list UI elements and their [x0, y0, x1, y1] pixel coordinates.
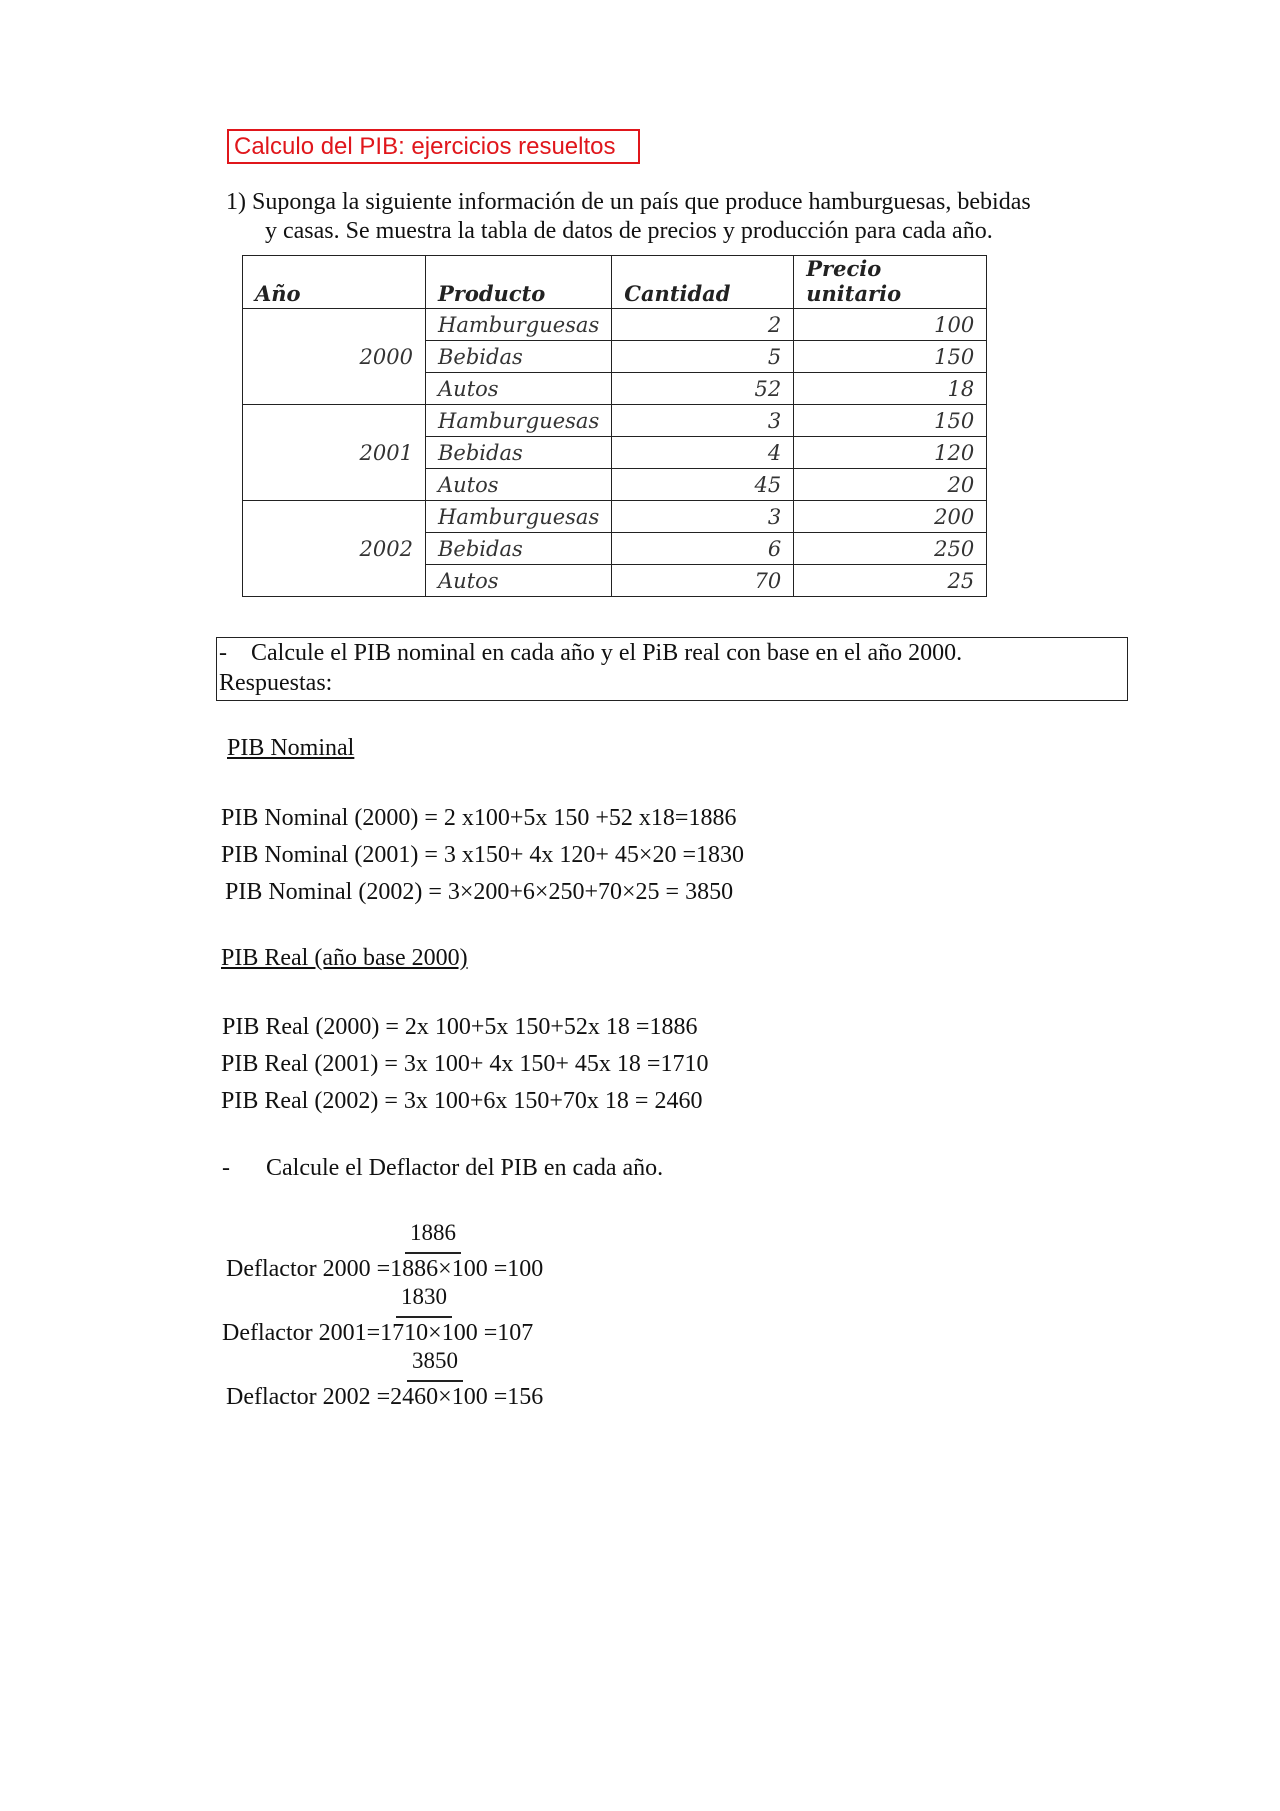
quantity-cell: 52: [612, 373, 794, 405]
price-cell: 100: [794, 309, 987, 341]
fraction-denominator: 1710: [380, 1320, 429, 1346]
quantity-cell: 2: [612, 309, 794, 341]
year-cell: 2000: [243, 309, 426, 405]
quantity-cell: 3: [612, 501, 794, 533]
deflactor-result: ×100 =107: [428, 1320, 534, 1346]
deflactor-2001: [222, 1284, 582, 1348]
quantity-cell: 4: [612, 437, 794, 469]
question-1: - Calcule el PIB nominal en cada año y el PiB real con base en el año 2000.: [219, 640, 963, 666]
price-cell: 200: [794, 501, 987, 533]
price-cell: 18: [794, 373, 987, 405]
price-cell: 25: [794, 565, 987, 597]
table-row: [243, 501, 987, 533]
intro-line-1: 1) Suponga la siguiente información de un país que produce hamburguesas, bebidas: [226, 189, 1031, 215]
product-cell: Autos: [426, 565, 612, 597]
nominal-heading: PIB Nominal: [227, 735, 355, 761]
product-cell: Hamburguesas: [426, 405, 612, 437]
header-year: Año: [243, 256, 426, 309]
quantity-cell: 70: [612, 565, 794, 597]
fraction-numerator: 1830: [401, 1284, 447, 1309]
answers-label: Respuestas:: [219, 670, 333, 696]
header-quantity: Cantidad: [612, 256, 794, 309]
price-cell: 120: [794, 437, 987, 469]
year-cell: 2001: [243, 405, 426, 501]
intro-line-2: y casas. Se muestra la tabla de datos de precios y producción para cada año.: [265, 218, 993, 244]
table-row: [243, 309, 987, 341]
product-cell: Bebidas: [426, 341, 612, 373]
data-table: [242, 255, 987, 597]
price-cell: 250: [794, 533, 987, 565]
quantity-cell: 6: [612, 533, 794, 565]
quantity-cell: 45: [612, 469, 794, 501]
product-cell: Hamburguesas: [426, 501, 612, 533]
question-2: - Calcule el Deflactor del PIB en cada año.: [222, 1155, 664, 1181]
year-cell: 2002: [243, 501, 426, 597]
question-box: [216, 637, 1128, 701]
price-cell: 150: [794, 341, 987, 373]
table-header-row: [243, 256, 987, 309]
deflactor-result: ×100 =100: [438, 1256, 544, 1282]
real-heading: PIB Real (año base 2000): [221, 945, 468, 971]
deflactor-label: Deflactor 2001=: [222, 1320, 381, 1346]
nominal-line: PIB Nominal (2002) = 3×200+6×250+70×25 = 3850: [225, 879, 734, 905]
product-cell: Bebidas: [426, 437, 612, 469]
real-line: PIB Real (2001) = 3x 100+ 4x 150+ 45x 18 =1710: [221, 1051, 709, 1077]
product-cell: Autos: [426, 373, 612, 405]
nominal-line: PIB Nominal (2000) = 2 x100+5x 150 +52 x18=1886: [221, 805, 737, 831]
header-unit-price: Precio unitario: [794, 256, 987, 309]
real-line: PIB Real (2000) = 2x 100+5x 150+52x 18 =1886: [222, 1014, 698, 1040]
price-cell: 20: [794, 469, 987, 501]
real-line: PIB Real (2002) = 3x 100+6x 150+70x 18 = 2460: [221, 1088, 703, 1114]
fraction-denominator: 2460: [390, 1384, 439, 1410]
deflactor-2002: [226, 1348, 586, 1412]
product-cell: Autos: [426, 469, 612, 501]
nominal-line: PIB Nominal (2001) = 3 x150+ 4x 120+ 45×20 =1830: [221, 842, 744, 868]
product-cell: Hamburguesas: [426, 309, 612, 341]
deflactor-label: Deflactor 2000 =: [226, 1256, 391, 1282]
fraction-numerator: 1886: [410, 1220, 456, 1245]
product-cell: Bebidas: [426, 533, 612, 565]
fraction-denominator: 1886: [390, 1256, 439, 1282]
deflactor-result: ×100 =156: [438, 1384, 544, 1410]
table-row: [243, 405, 987, 437]
quantity-cell: 3: [612, 405, 794, 437]
quantity-cell: 5: [612, 341, 794, 373]
deflactor-2000: [226, 1220, 586, 1284]
header-product: Producto: [426, 256, 612, 309]
deflactor-label: Deflactor 2002 =: [226, 1384, 391, 1410]
price-cell: 150: [794, 405, 987, 437]
fraction-numerator: 3850: [412, 1348, 458, 1373]
page-title: Calculo del PIB: ejercicios resueltos: [227, 129, 640, 164]
